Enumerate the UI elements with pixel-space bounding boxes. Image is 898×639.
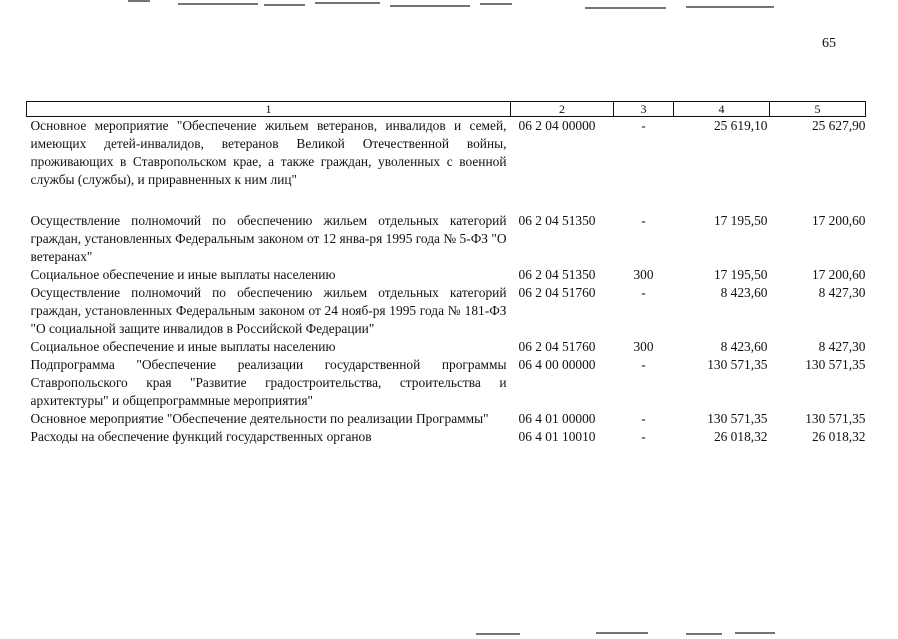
row-expense-type: -: [641, 285, 646, 300]
table-row: [27, 212, 866, 266]
row-sum-1: 8 423,60: [720, 339, 768, 354]
header-col-3: 3: [614, 102, 674, 117]
table-row: [27, 410, 866, 428]
budget-table: [26, 101, 866, 446]
row-name: Социальное обеспечение и иные выплаты населению: [30, 267, 336, 282]
row-sum-2: 8 427,30: [818, 339, 866, 354]
header-col-2: 2: [511, 102, 614, 117]
row-sum-2: 25 627,90: [811, 118, 866, 133]
row-code: 06 4 01 10010: [518, 429, 596, 444]
row-sum-2: 17 200,60: [811, 267, 866, 282]
row-name: Осуществление полномочий по обеспечению жильем отдельных категорий граждан, установленных Федеральным законом от 12 янва-ря 1995 года № 5-ФЗ "О ветеранах": [30, 213, 507, 264]
row-code: 06 4 00 00000: [518, 357, 596, 372]
row-sum-1: 26 018,32: [713, 429, 768, 444]
row-sum-2: 26 018,32: [811, 429, 866, 444]
row-code: 06 2 04 51350: [518, 213, 596, 228]
row-expense-type: 300: [633, 267, 654, 282]
table-row: [27, 266, 866, 284]
row-expense-type: -: [641, 429, 646, 444]
row-name: Основное мероприятие "Обеспечение деятельности по реализации Программы": [30, 411, 489, 426]
row-code: 06 2 04 51760: [518, 339, 596, 354]
page-number: 65: [822, 36, 836, 51]
row-code: 06 2 04 00000: [518, 118, 596, 133]
row-sum-1: 130 571,35: [707, 357, 768, 372]
row-expense-type: -: [641, 118, 646, 133]
table-row: [27, 338, 866, 356]
row-code: 06 2 04 51760: [518, 285, 596, 300]
row-sum-1: 130 571,35: [707, 411, 768, 426]
row-code: 06 2 04 51350: [518, 267, 596, 282]
header-col-4: 4: [674, 102, 770, 117]
row-name: Основное мероприятие "Обеспечение жильем ветеранов, инвалидов и семей, имеющих детей-инвалидов, ветеранов Великой Отечественной войны, проживающих в Ставропольском крае, а также граждан, уволенных с военной службы (службы), и приравненных к ним лиц": [30, 118, 507, 187]
row-name: Расходы на обеспечение функций государственных органов: [30, 429, 372, 444]
header-col-5: 5: [770, 102, 866, 117]
row-sum-2: 130 571,35: [805, 411, 866, 426]
header-col-1: 1: [27, 102, 511, 117]
row-sum-1: 17 195,50: [713, 213, 768, 228]
row-name: Подпрограмма "Обеспечение реализации государственной программы Ставропольского края "Развитие градостроительства, строительства и архитектуры" и общепрограммные мероприятия": [30, 357, 507, 408]
row-expense-type: 300: [633, 339, 654, 354]
row-expense-type: -: [641, 357, 646, 372]
row-name: Социальное обеспечение и иные выплаты населению: [30, 339, 336, 354]
table-row: [27, 428, 866, 446]
table-row: [27, 284, 866, 338]
row-expense-type: -: [641, 411, 646, 426]
row-sum-1: 25 619,10: [713, 118, 768, 133]
row-name: Осуществление полномочий по обеспечению жильем отдельных категорий граждан, установленных Федеральным законом от 24 нояб-ря 1995 года № 181-ФЗ "О социальной защите инвалидов в Российской Федерации": [30, 285, 507, 336]
row-sum-2: 17 200,60: [811, 213, 866, 228]
row-sum-2: 8 427,30: [818, 285, 866, 300]
row-sum-2: 130 571,35: [805, 357, 866, 372]
table-row: [27, 356, 866, 410]
row-expense-type: -: [641, 213, 646, 228]
table-header-row: [27, 102, 866, 117]
spacer-row: [27, 189, 866, 212]
row-sum-1: 8 423,60: [720, 285, 768, 300]
row-code: 06 4 01 00000: [518, 411, 596, 426]
row-sum-1: 17 195,50: [713, 267, 768, 282]
table-row: [27, 117, 866, 190]
